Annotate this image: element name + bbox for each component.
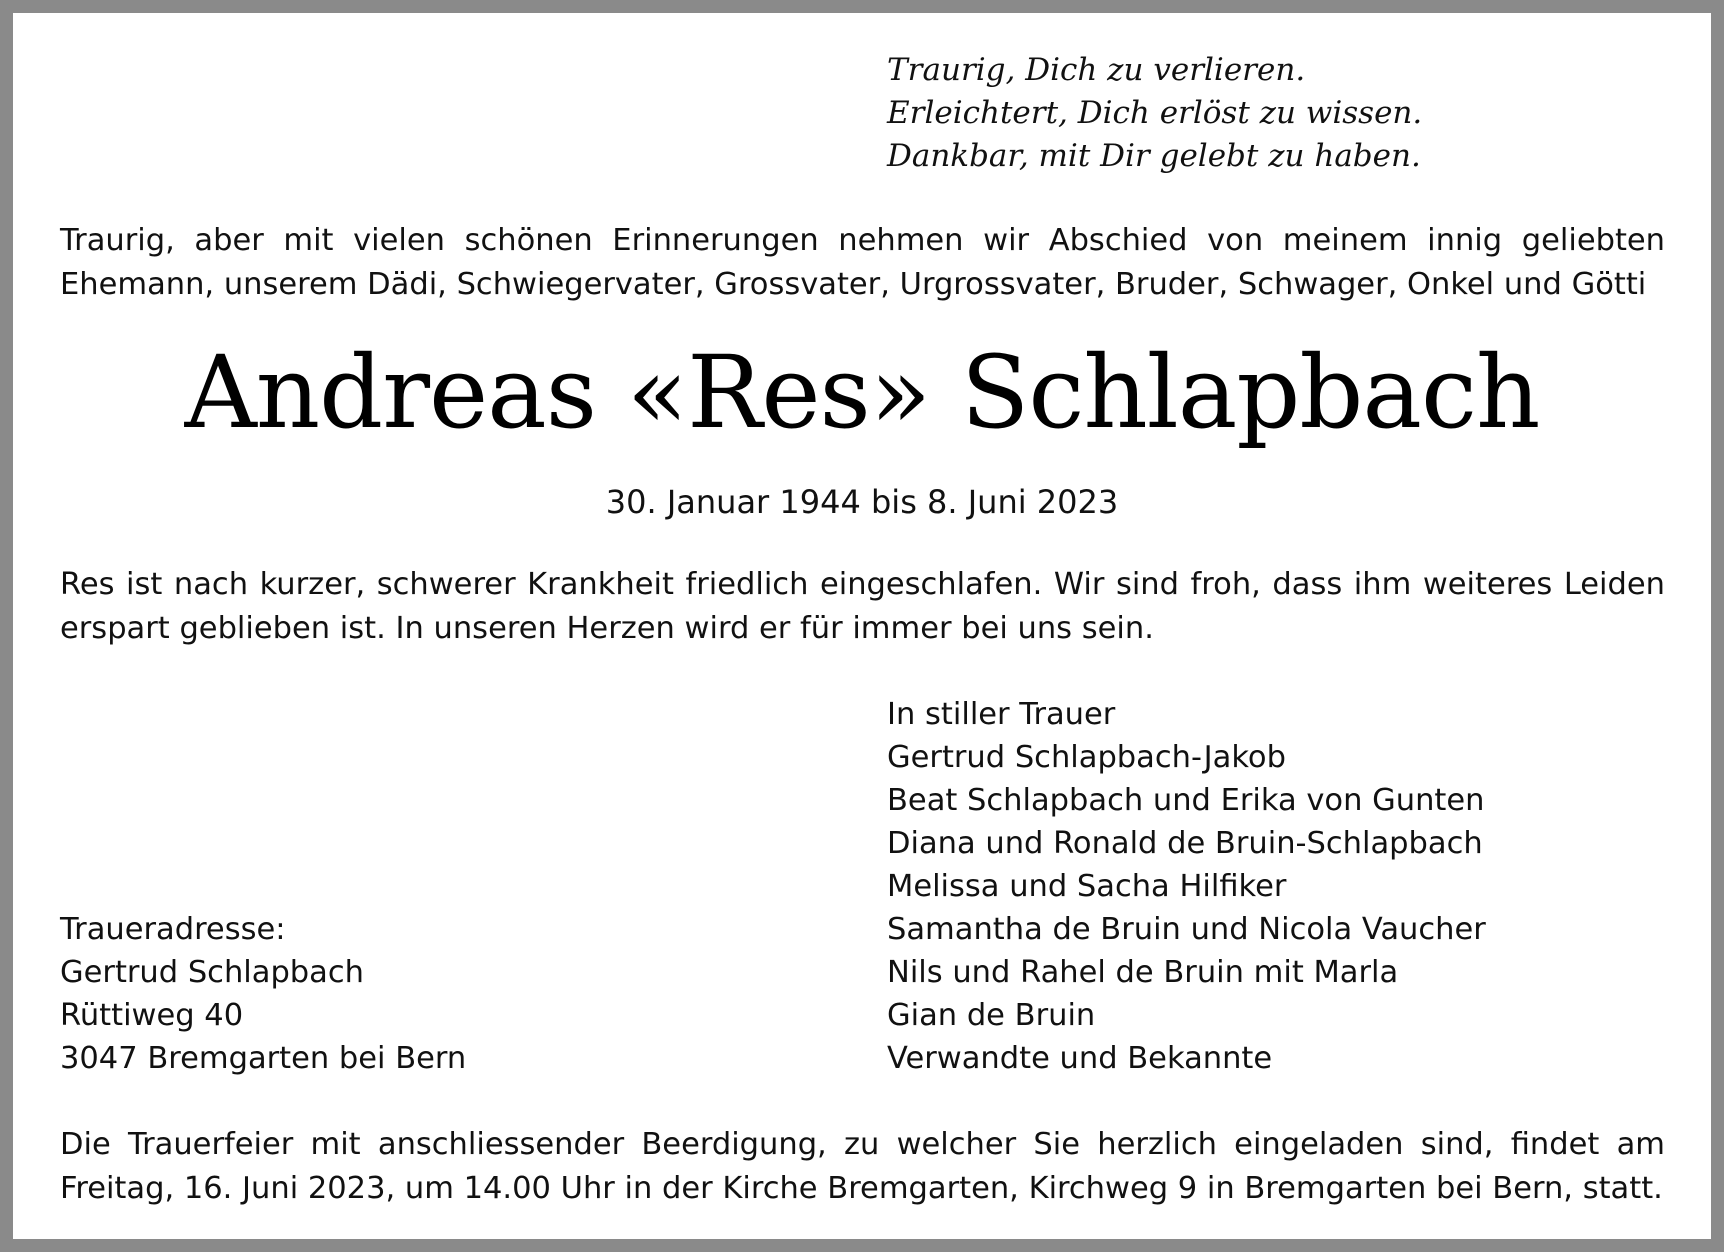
address-label: Traueradresse:: [60, 912, 286, 947]
mourning-address: [60, 908, 760, 1080]
mourner-name: Diana und Ronald de Bruin-Schlapbach: [887, 826, 1483, 861]
mourner-name: Beat Schlapbach und Erika von Gunten: [887, 783, 1485, 818]
poem-line: Traurig, Dich zu verlieren.: [887, 52, 1306, 88]
mourner-name: Melissa und Sacha Hilfiker: [887, 869, 1287, 904]
poem-line: Dankbar, mit Dir gelebt zu haben.: [887, 138, 1421, 174]
mourner-name: Gian de Bruin: [887, 998, 1096, 1033]
mourners-heading: In stiller Trauer: [887, 697, 1116, 732]
deceased-name: Andreas «Res» Schlapbach: [184, 334, 1540, 451]
obituary-notice: [13, 13, 1711, 1239]
intro-paragraph: Traurig, aber mit vielen schönen Erinnerungen nehmen wir Abschied von meinem innig geliebten Ehemann, unserem Dädi, Schwiegervater, Grossvater, Urgrossvater, Bruder, Schwager, Onkel und Götti: [60, 223, 1665, 302]
mourner-name: Verwandte und Bekannte: [887, 1041, 1273, 1076]
mourner-name: Gertrud Schlapbach-Jakob: [887, 740, 1286, 775]
illness-paragraph: Res ist nach kurzer, schwerer Krankheit friedlich eingeschlafen. Wir sind froh, dass ihm weiteres Leiden erspart geblieben ist. In unseren Herzen wird er für immer bei uns sein.: [60, 567, 1665, 646]
mourner-name: Samantha de Bruin und Nicola Vaucher: [887, 912, 1486, 947]
address-city: 3047 Bremgarten bei Bern: [60, 1041, 467, 1076]
poem-line: Erleichtert, Dich erlöst zu wissen.: [887, 95, 1423, 131]
mourner-name: Nils und Rahel de Bruin mit Marla: [887, 955, 1399, 990]
ceremony-paragraph: Die Trauerfeier mit anschliessender Beerdigung, zu welcher Sie herzlich eingeladen sind, findet am Freitag, 16. Juni 2023, um 14.00 Uhr in der Kirche Bremgarten, Kirchweg 9 in Bremgarten bei Bern, statt.: [60, 1127, 1665, 1206]
address-name: Gertrud Schlapbach: [60, 955, 364, 990]
life-dates: 30. Januar 1944 bis 8. Juni 2023: [605, 483, 1119, 521]
poem: [887, 49, 1687, 178]
mourners-list: [887, 693, 1667, 1080]
address-street: Rüttiweg 40: [60, 998, 244, 1033]
